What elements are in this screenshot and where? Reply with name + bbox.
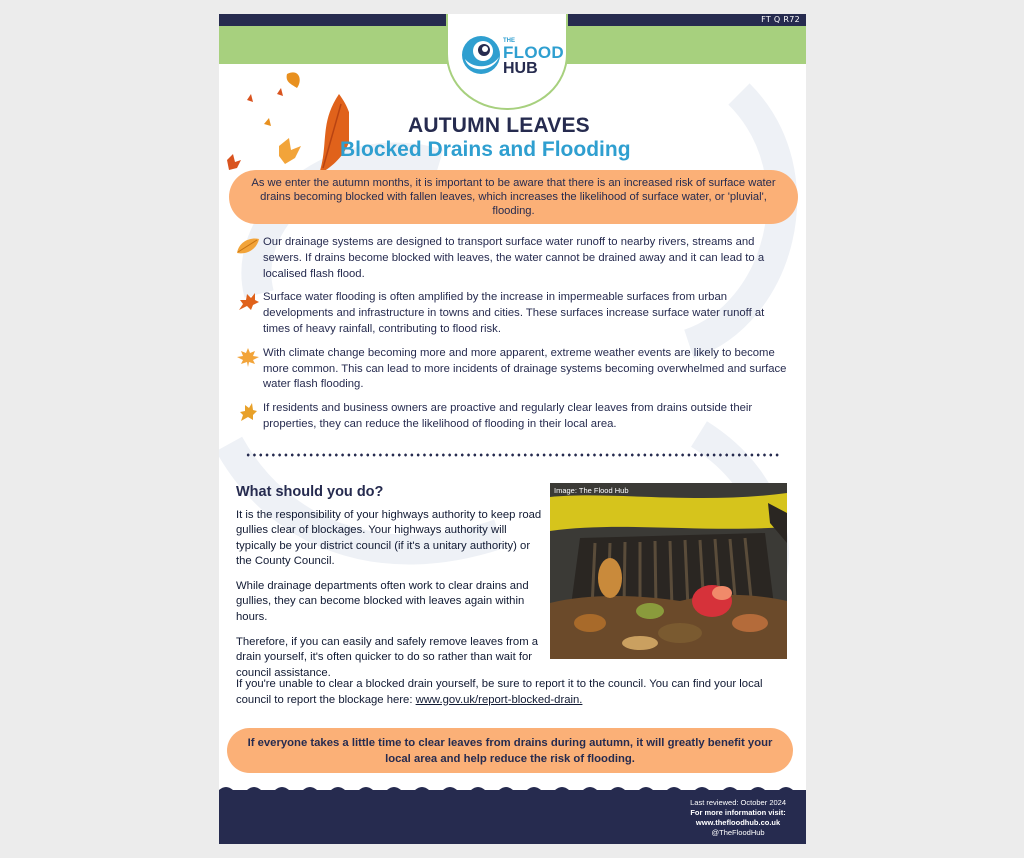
section-paragraph: While drainage departments often work to clear drains and gullies, they can become blocked with leaves again within hours. — [236, 580, 529, 623]
photo-credit: Image: The Flood Hub — [554, 486, 629, 495]
report-blocked-drain-link[interactable]: www.gov.uk/report-blocked-drain. — [415, 693, 583, 706]
report-text: If you're unable to clear a blocked drain yourself, be sure to report it to the council. You can find your local council to report the blockage here: — [236, 678, 763, 706]
bullet-item — [235, 346, 790, 393]
section-body — [236, 508, 544, 691]
bullet-item — [235, 235, 790, 282]
bullet-list — [235, 235, 790, 441]
logo-the: THE — [503, 38, 515, 44]
oak-leaf-icon — [235, 401, 261, 423]
closing-callout — [227, 728, 793, 773]
leaf-icon — [235, 235, 261, 257]
dotted-divider — [245, 452, 780, 458]
more-info-label: For more information visit: — [690, 808, 786, 817]
logo-wordmark — [503, 38, 564, 77]
intro-callout — [229, 170, 798, 224]
bullet-item — [235, 401, 790, 433]
oak-leaf-icon — [235, 290, 261, 312]
social-handle[interactable]: @TheFloodHub — [711, 828, 765, 837]
flood-hub-logo-icon — [459, 33, 503, 77]
bullet-text: If residents and business owners are proactive and regularly clear leaves from drains outside their properties, they can reduce the likelihood of flooding in their local area. — [263, 402, 753, 430]
blocked-drain-photo — [550, 483, 787, 659]
bullet-text: Our drainage systems are designed to transport surface water runoff to nearby rivers, streams and sewers. If drains become blocked with leaves, the water cannot be drained away and it can lead to a localised flash flood. — [263, 236, 765, 280]
section-paragraph: It is the responsibility of your highways authority to keep road gullies clear of blockages. Your highways authority will typically be your district council (if it's a unitary authority) or the County Council. — [236, 509, 542, 567]
logo-flood: FLOOD — [503, 43, 564, 62]
logo-hub: HUB — [503, 60, 538, 77]
page-subtitle: Blocked Drains and Flooding — [340, 138, 631, 161]
section-paragraph: Therefore, if you can easily and safely remove leaves from a drain yourself, it's often quicker to do so rather than wait for council assistance. — [236, 636, 539, 679]
intro-text: As we enter the autumn months, it is important to be aware that there is an increased risk of surface water drains becoming blocked with fallen leaves, which increases the likelihood of surface water, or 'pluvial', flooding. — [251, 177, 776, 217]
footer-info — [690, 798, 786, 838]
flyer-page — [219, 14, 806, 844]
reference-code: FT Q R72 — [761, 15, 800, 24]
bullet-text: With climate change becoming more and more apparent, extreme weather events are likely to become more common. This can lead to more incidents of drainage systems becoming overwhelmed and surface water flash flooding. — [263, 346, 787, 391]
decorative-leaves-icon — [219, 64, 349, 184]
bullet-item — [235, 290, 790, 337]
closing-text: If everyone takes a little time to clear leaves from drains during autumn, it will greatly benefit your local area and help reduce the risk of flooding. — [247, 736, 773, 765]
page-title: AUTUMN LEAVES — [408, 114, 590, 137]
website-link[interactable]: www.thefloodhub.co.uk — [695, 818, 781, 827]
bullet-text: Surface water flooding is often amplified by the increase in impermeable surfaces from urban developments and infrastructure in towns and cities. These surfaces increase surface water runoff at times of heavy rainfall, contributing to flood risk. — [263, 291, 765, 335]
last-reviewed: Last reviewed: October 2024 — [690, 798, 786, 807]
section-heading: What should you do? — [236, 484, 384, 500]
drain-illustration — [550, 483, 787, 659]
report-paragraph — [236, 677, 791, 708]
maple-leaf-icon — [235, 346, 261, 368]
